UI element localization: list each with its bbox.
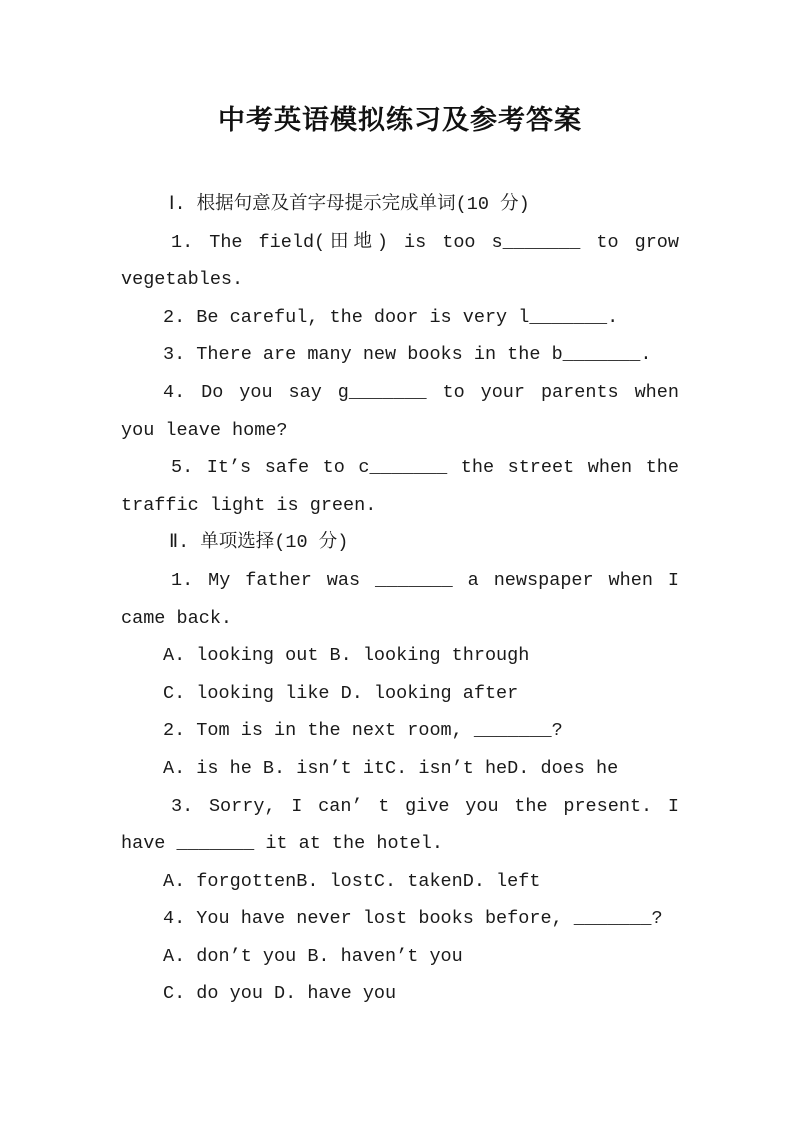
question-s1-2: 2. Be careful, the door is very l_______. <box>163 306 619 328</box>
question-s2-4-options-a: A. don’t you B. haven’t you <box>163 945 463 967</box>
question-s2-2-options: A. is he B. isn’t itC. isn’t heD. does he <box>163 757 619 779</box>
page-title: 中考英语模拟练习及参考答案 <box>218 105 582 136</box>
question-s1-3: 3. There are many new books in the b_______. <box>163 344 652 366</box>
question-s2-4-options-c: C. do you D. have you <box>163 983 397 1005</box>
question-s2-3-options: A. forgottenB. lostC. takenD. left <box>163 870 541 892</box>
question-s2-2: 2. Tom is in the next room, _______? <box>163 720 563 742</box>
document-body <box>121 186 679 1013</box>
question-s2-4: 4. You have never lost books before, _______? <box>163 908 663 930</box>
question-s2-1: 1. My father was _______ a newspaper when I came back. <box>121 569 679 629</box>
section-heading-1: Ⅰ. 根据句意及首字母提示完成单词(10 分) <box>169 194 530 215</box>
question-s2-1-options-c: C. looking like D. looking after <box>163 682 519 704</box>
question-s1-1: 1. The field(田地) is too s_______ to grow vegetables. <box>121 231 679 291</box>
section-heading-2: Ⅱ. 单项选择(10 分) <box>169 532 349 554</box>
question-s2-1-options-a: A. looking out B. looking through <box>163 645 530 667</box>
question-s2-3: 3. Sorry, I can’ t give you the present. I have _______ it at the hotel. <box>121 795 679 855</box>
question-s1-4: 4. Do you say g_______ to your parents when you leave home? <box>121 381 679 441</box>
question-s1-5: 5. It’s safe to c_______ the street when the traffic light is green. <box>121 457 679 516</box>
